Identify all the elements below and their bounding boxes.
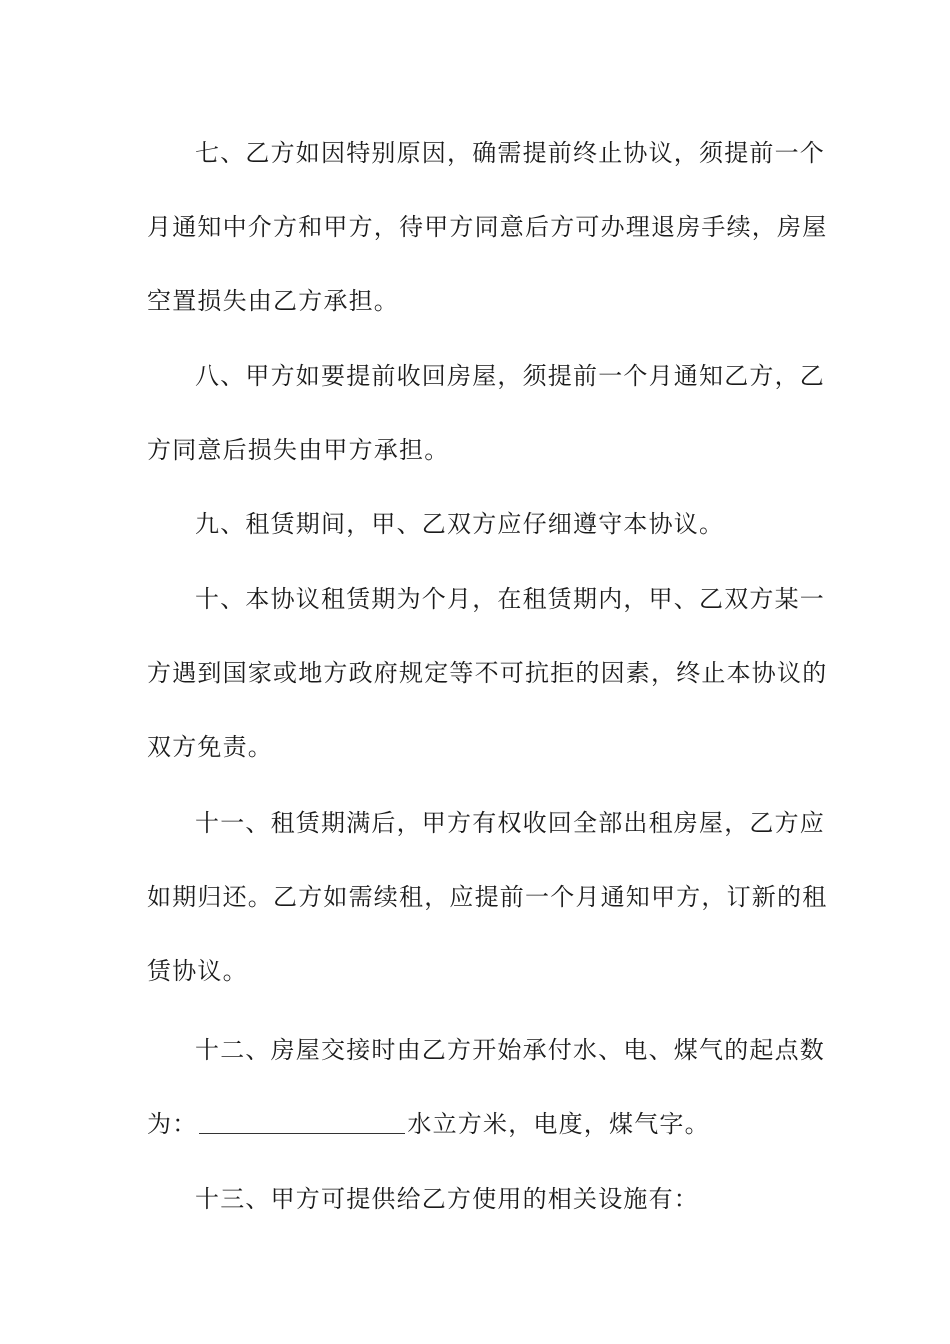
clause-10-line-3: 双方免责。 xyxy=(147,733,273,761)
clause-12-line-2 xyxy=(147,1109,807,1139)
fill-in-blank[interactable] xyxy=(199,1111,405,1134)
clause-8-line-1: 八、甲方如要提前收回房屋，须提前一个月通知乙方，乙 xyxy=(195,362,825,390)
clause-7-line-2: 月通知中介方和甲方，待甲方同意后方可办理退房手续，房屋 xyxy=(147,213,828,241)
clause-11-line-1: 十一、租赁期满后，甲方有权收回全部出租房屋，乙方应 xyxy=(195,809,825,837)
clause-7-line-1: 七、乙方如因特别原因，确需提前终止协议，须提前一个 xyxy=(195,139,825,167)
clause-13-line-1: 十三、甲方可提供给乙方使用的相关设施有： xyxy=(195,1185,699,1213)
clause-8-line-2: 方同意后损失由甲方承担。 xyxy=(147,436,450,464)
clause-10-line-2: 方遇到国家或地方政府规定等不可抗拒的因素，终止本协议的 xyxy=(147,659,828,687)
clause-12-line-1: 十二、房屋交接时由乙方开始承付水、电、煤气的起点数 xyxy=(195,1036,825,1064)
clause-12-prefix: 为： xyxy=(147,1110,198,1138)
clause-9-line-1: 九、租赁期间，甲、乙双方应仔细遵守本协议。 xyxy=(195,510,725,538)
clause-7-line-3: 空置损失由乙方承担。 xyxy=(147,287,399,315)
clause-11-line-2: 如期归还。乙方如需续租，应提前一个月通知甲方，订新的租 xyxy=(147,883,828,911)
clause-10-line-1: 十、本协议租赁期为个月，在租赁期内，甲、乙双方某一 xyxy=(195,585,825,613)
clause-12-suffix: 水立方米，电度，煤气字。 xyxy=(407,1110,710,1138)
clause-11-line-3: 赁协议。 xyxy=(147,957,248,985)
